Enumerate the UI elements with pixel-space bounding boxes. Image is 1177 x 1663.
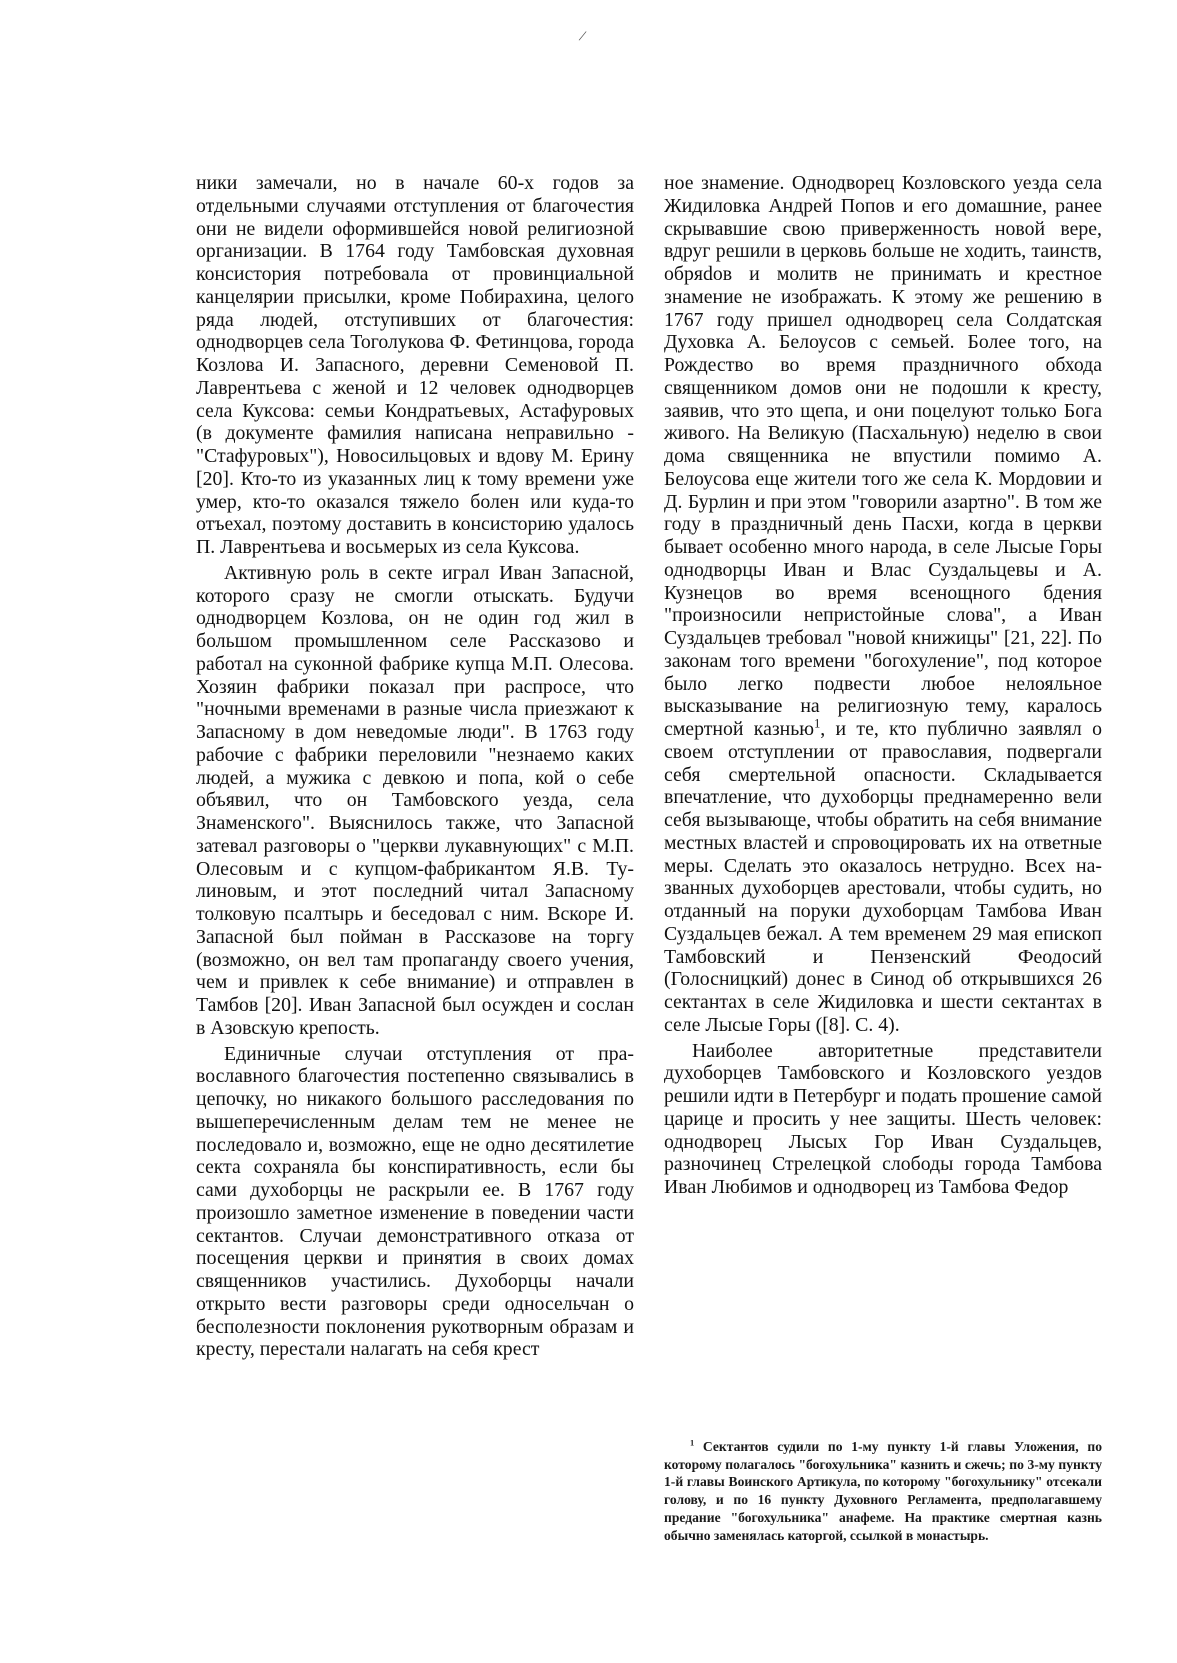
footnote-marker: 1 (690, 1437, 695, 1448)
paragraph: Активную роль в секте играл Иван Запасной, которого сразу не смогли отыскать. Будучи однодворцем Козлова, он не один год жил в большом промышленном селе Рассказово и работал на суконной фабрике купца М.П. Олесова. Хозяин фабрики показал при распросе, что "ночными временами в разные числа приезжают к Запасному в дом неведомые люди". В 1763 году рабочие с фабрики переловили "незнаемо каких людей, а мужика с девкою и попа, кой о себе объявил, что он Тамбовского уезда, села Знаменского". Выяснилось также, что Запасной затевал разговоры о "церкви лукавнующих" с М.П. Олесовым и с купцом-фабрикантом Я.В. Тулиновым, и этот последний читал Запасному толковую псалтырь и беседовал с ним. Вскоре И. Запасной был пойман в Рассказове на торгу (возможно, он вел там пропаганду своего учения, чем и привлек к себе внимание) и отправлен в Тамбов [20]. Иван Запасной был осужден и сослан в Азовскую крепость. (196, 561, 634, 1039)
paragraph: ники замечали, но в начале 60-х годов за отдельными случаями отступления от благочестия они не видели оформившейся новой религиозной организации. В 1764 году Тамбовская духовная консистория потребовала от провинциальной канцелярии присылки, кроме Побирахина, целого ряда людей, отступивших от благочестия: однодворцев села Тоголукова Ф. Фетинцова, города Козлова И. Запасного, деревни Семеновой П. Лаврентьева с женой и 12 человек однодворцев села Куксова: семьи Кондратьевых, Астафуровых (в документе фамилия написана неправильно - "Стафуровых"), Новосильцовых и вдову М. Ерину [20]. Кто-то из указанных лиц к тому времени уже умер, кто-то оказался тяжело болен или куда-то отъехал, поэтому доставить в консисторию удалось П. Лаврентьева и восьмерых из села Куксова. (196, 172, 634, 558)
footnote-paragraph (664, 1438, 1102, 1544)
footnote-reference: 1 (814, 716, 821, 731)
paragraph-text: ное знамение. Однодворец Козловского уезда села Жидиловка Андрей Попов и его домашние, ранее скрывавшие свою приверженность новой вере, вдруг решили в церковь больше не ходить, таинств, обряdов и молитв не принимать и крестное знамение не изображать. К этому же решению в 1767 году пришел однодворец села Солдатская Духовка А. Белоусов с семьей. Более того, на Рождество во время праздничного обхода священником домов они не подошли к кресту, заявив, что это щепа, и они поцелуют только Бога живого. На Великую (Пасхальную) неделю в свои дома священника не впустили помимо А. Белоусова еще жители того же села К. Мордовии и Д. Бурлин и при этом "говорили азартно". В том же году в праздничный день Пасхи, когда в церкви бывает особенно много народа, в селе Лысые Горы однодворцы Иван и Влас Суздальцевы и А. Кузнецов во время всенощного бдения "произносили непристойные слова", а Иван Суздальцев требовал "новой книжицы" [21, 22]. По законам того времени "богохуление", под которое было легко подвести любое нелояльное высказывание на религиозную тему, каралось смертной казнью (664, 172, 1102, 740)
left-column (196, 172, 634, 1361)
footnote (664, 1438, 1102, 1544)
paragraph: Единичные случаи отступления от православного благочестия постепенно связывались в цепочку, но никакого большого расследования по вышеперечисленным делам тем не менее не последовало и, возможно, еще не одно десятилетие секта сохраняла бы конспиративность, если бы сами духоборцы не раскрыли ее. В 1767 году произошло заметное изменение в поведении части сектантов. Случаи демонстративного отказа от посещения церкви и принятия в своих домах священников участились. Духоборцы начали открыто вести разговоры среди односельчан о бесполезности поклонения рукотворным образам и кресту, перестали налагать на себя крест (196, 1042, 634, 1361)
paragraph (664, 172, 1102, 1037)
right-column (664, 172, 1102, 1199)
footnote-text: Сектантов судили по 1-му пункту 1-й главы Уложения, по которому полагалось "богохульника" казнить и сжечь; по 3-му пункту 1-й главы Воинского Артикула, по которому "богохульнику" отсекали голову, и по 16 пункту Духовного Регламента, предполагавшему предание "богохульника" анафеме. На практике смертная казнь обычно заменялась каторгой, ссылкой в монастырь. (664, 1439, 1102, 1543)
paragraph: Наиболее авторитетные представители духоборцев Тамбовского и Козловского уездов решили идти в Петербург и подать прошение самой царице и просить у нее защиты. Шесть человек: однодворец Лысых Гор Иван Суздальцев, разночинец Стрелецкой слободы города Тамбова Иван Любимов и однодворец из Тамбова Федор (664, 1039, 1102, 1198)
top-mark: / (577, 27, 588, 46)
paragraph-text: , и те, кто публично заявлял о своем отступлении от православия, подвергали себя смертельной опасности. Складывается впечатление, что духоборцы преднамеренно вели себя вызывающе, чтобы обратить на себя внимание местных властей и спровоцировать их на ответные меры. Сделать это оказалось нетрудно. Всех названных духоборцев арестовали, чтобы судить, но отданный на поруки духоборцам Тамбова Иван Суздальцев бежал. А тем временем 29 мая епископ Тамбовский и Пензенский Феодосий (Голосницкий) донес в Синод об открывшихся 26 сектантах в селе Жидиловка и шести сектантах в селе Лысые Горы ([8]. С. 4). (664, 718, 1102, 1036)
